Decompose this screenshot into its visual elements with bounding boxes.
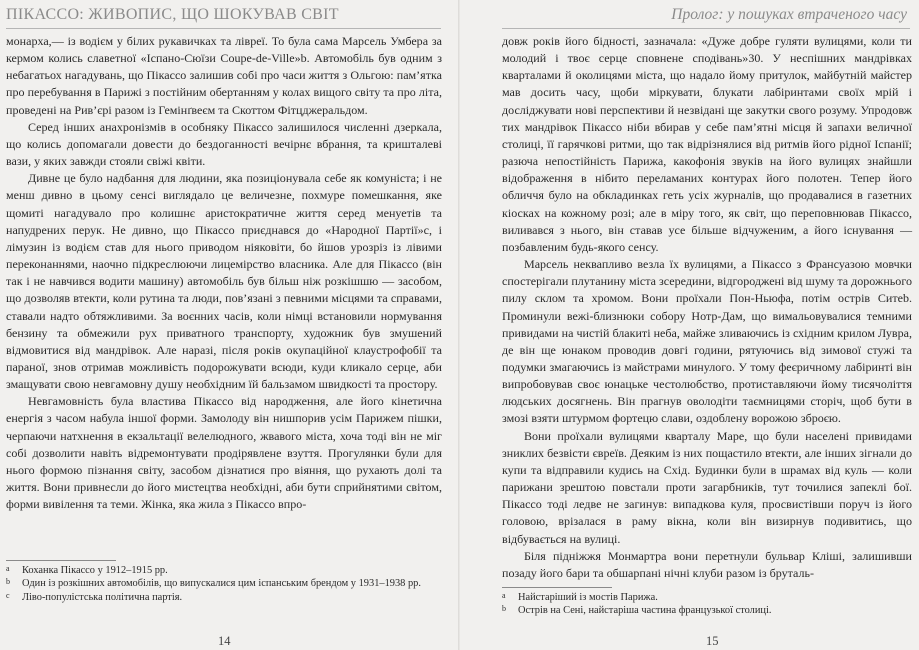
paragraph: довж років його бідності, зазначала: «Дуже добре гуляти вулицями, коли ти молодий і твоє серце сповнене сподівань»30. У неспішних мандрівках кварталами й околицями міста, що надало йому притулок, майбутній майстер мав досить часу, щоби міркувати, блукати лабіринтами своїх мрій і досліджувати нові перспективи й незвідані ще закутки свого розуму. Упродовж тих мандрівок Пікассо ніби вбирав у себе пам’ятні місця й запахи величної столиці, її гарячкові ритми, що так відрізнялися від ритмів його рідної Іспанії; разюча непостійність Парижа, какофонія звуків на його вулицях знайшли відображення в нібито переламаних контурах його полотен. Тепер його обличчя було на обкладинках геть усіх журналів, що продавалися в газетних кіосках на кожному розі; але в міру того, як світ, що переповнював Пікассо, виливався з нього, він ставав усе більше відчуженим, а його існування — позбавленим будь-якого сенсу.	[502, 34, 912, 254]
footnote-text: Найстаріший із мостів Парижа.	[518, 592, 658, 603]
footnote	[6, 591, 442, 604]
footnote-text: Один із розкішних автомобілів, що випускалися цим іспанським брендом у 1931–1938 рр.	[22, 578, 421, 590]
page-number-right: 15	[706, 634, 719, 648]
footnote-text: Коханка Пікассо у 1912–1915 рр.	[22, 565, 168, 576]
right-page	[460, 0, 919, 650]
footnote	[6, 577, 442, 590]
paragraph: Серед інших анахронізмів в особняку Пікассо залишилося численні дзеркала, що колись допомагали довести до бездоганності вечірнє вбрання, та кришталеві вази, у яких завжди стояли свіжі квіти.	[6, 119, 442, 169]
paragraph: Біля підніжжя Монмартра вони перетнули бульвар Кліші, залишивши позаду його бари та обшарпані нічні клуби разом із бруталь-	[502, 548, 912, 580]
footnotes-right	[502, 591, 912, 618]
body-text-right	[502, 33, 912, 582]
body-text-left	[6, 33, 442, 513]
paragraph: Марсель неквапливо везла їх вулицями, а Пікассо з Франсуазою мовчки спостерігали плутанину міста зсередини, відгороджені від шуму та дорожнього пилу склом та хромом. Вони проїхали Пон-Ньюфa, потім острів Ситеb. Проминули вежі-близнюки собору Нотр-Дам, що вимальовувалися темними привидами на чистій блакиті неба, майже зливаючись із східним крилом Лувра, де він ще юнаком проводив довгі години, рятуючись від зимової стужі та подумки змагаючись із майстрами минулого. У тому феєричному лабіринті він випробовував своє юнацьке честолюбство, протиставляючи йому тисячоліття людських досягнень. Він прагнув оволодіти таємницями сторіч, щоб бути в змозі взяти штурмом фортецю слави, оздоблену ворожою зброєю.	[502, 257, 912, 426]
footnote	[502, 604, 912, 617]
footnote-rule	[502, 587, 612, 588]
running-head-right: Пролог: у пошуках втраченого часу	[671, 6, 907, 23]
left-page	[0, 0, 459, 650]
footnote-rule	[6, 560, 116, 561]
footnotes-left	[6, 564, 442, 604]
paragraph: Дивне це було надбання для людини, яка позиціонувала себе як комуніста; і не менш дивно в цьому сенсі виглядало це величезне, похмуре помешкання, яке щомиті нагадувало про колишнє аристократичне життя серед менуетів та напудрених перук. Не дивно, що Пікассо приєднався до «Народної Партії»c, і лімузин із водієм став для нього приводом ніяковіти, бо йшов урозріз із лівими переконаннями, наочно підкреслюючи лицемірство власника. Але для Пікассо (він так і не навчився водити машину) автомобіль був більш ніж розкішшю — засобом, що дозволяв втекти, коли рутина та люди, пов’язані з певними місцями та справами, ставали надто обтяжливими. За воєнних часів, коли німці встановили нормування бензину та обмежили рух приватного транспорту, художник був змушений відмовитися від мандрівок. Але наразі, після років окупаційної клаустрофобії та параної, знов отримав можливість подорожувати всюди, куди кликало серце, аби змащувати свою невгамовну душу необхідним їй бальзамом швидкості та простору.	[6, 171, 442, 392]
footnote-mark: b	[502, 604, 506, 614]
footnote	[502, 591, 912, 604]
paragraph: Невгамовність була властива Пікассо від народження, але його кінетична енергія з часом набула іншої форми. Замолоду він нишпорив усім Парижем пішки, черпаючи натхнення в екзальтації велелюдного, жвавого міста, хоча тоді він не міг собі дозволити навіть відремонтувати продірявлене взуття. Прогулянки були для нього формою пізнання світу, засобом дізнатися про віяння, що рухають долі та життя. Вони привнесли до його мистецтва необхідні, аби бути сприйнятими світом, форми вивілення та теми. Жінка, яка жила з Пікассо впро-	[6, 394, 442, 512]
header-rule	[6, 28, 441, 29]
page-number-left: 14	[218, 634, 231, 648]
footnote-mark: a	[6, 564, 10, 573]
footnote-mark: b	[6, 577, 10, 587]
footnote-mark: a	[502, 591, 506, 600]
header-rule	[502, 28, 910, 29]
footnote-text: Острів на Сені, найстаріша частина французької столиці.	[518, 605, 772, 617]
paragraph: монарха,— із водієм у білих рукавичках та лівреї. То була сама Марсель Умберa за кермом колись славетної «Іспано-Сюїзи Coupe-de-Ville»b. Автомобіль був одним з небагатьох нагадувань, що Пікассо залишив собі про часи життя з Ольгою: пам’ятка про перебування в Парижі з постійним обертанням у колах вищого світу та про літа, проведені на Рив’єрі разом із Гемінґвеєм та Скоттом Фітцджеральдом.	[6, 34, 442, 117]
paragraph: Вони проїхали вулицями кварталу Маре, що були населені привидами зниклих безвісти євреїв. Деяким із них пощастило втекти, але інших зігнали до купи та відправили кудись на Схід. Будинки були в шрамах від куль — коли парижани зрештою повстали проти загарбників, тут точилися запеклі бої. Пікассо тоді ледве не загинув: випадкова куля, просвистівши поруч із його головою, врізалася в раму вікна, коли він визирнув подивитись, що відбувається на вулиці.	[502, 428, 912, 546]
footnote-mark: c	[6, 590, 10, 600]
footnote-text: Ліво-популістська політична партія.	[22, 591, 183, 603]
running-head-left: ПІКАССО: ЖИВОПИС, ЩО ШОКУВАВ СВІТ	[6, 6, 339, 23]
footnote	[6, 564, 442, 577]
